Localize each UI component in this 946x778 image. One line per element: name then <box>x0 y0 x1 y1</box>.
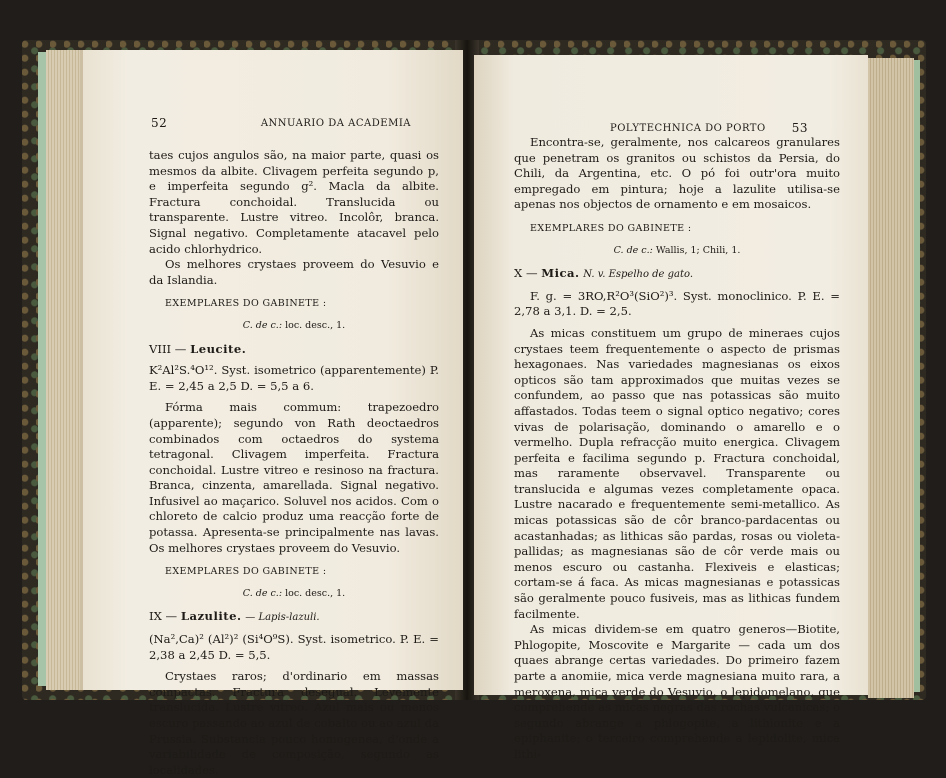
section-number: IX — <box>149 609 178 624</box>
paragraph: Os melhores crystaes proveem do Vesuvio e da Islandia. <box>149 257 439 287</box>
paragraph: As micas constituem um grupo de mineraes cujos crystaes teem frequentemente o aspecto de prismas hexagonaes. Nas variedades magnesianas os eixos opticos são tam approximados que muitas vezes se confundem, ao passo que nas potassicas são muito affastados. Todas teem o signal optico negativo; cores vivas de polarisação, dominando o amarello e o vermelho. Dupla refracção muito energica. Clivagem perfeita e facilima segundo p. Fractura conchoidal, mas raramente observavel. Transparente ou translucida e algumas vezes completamente opaca. Lustre nacarado e frequentemente semi-metallico. As micas potassicas são de côr branco-pardacentas ou acastanhadas; as lithicas são pardas, rosas ou violeta-pallidas; as magnesianas são de côr verde mais ou menos escuro ou castanha. Flexiveis e elasticas; cortam-se á faca. As micas magnesianas e potassicas são geralmente pouco fusiveis, mas as lithicas fundem facilmente. <box>514 325 840 621</box>
paragraph: Crystaes raros; d'ordinario em massas compactas. Fractura desegual. Levemente translucida. Lustre vitreo. Azul mais ou menos escuro passando ao azul de cobalto ou ao azul da Prussia. Substancia pouco homogenea, d'onde a variabilidade de composição, segundo as localidades. <box>149 669 439 777</box>
exemplares-heading: EXEMPLARES DO GABINETE : <box>530 222 692 234</box>
paragraph: Fórma mais commum: trapezoedro (apparente); segundo von Rath deoctaedros combinados com octaedros do systema tetragonal. Clivagem imperfeita. Fractura conchoidal. Lustre vitreo e resinoso na fractura. Branca, cinzenta, amarellada. Signal negativo. Infusivel ao maçarico. Soluvel nos acidos. Com o chloreto de calcio produz uma reacção forte de potassa. Apresenta-se principalmente nas lavas. Os melhores crystaes proveem do Vesuvio. <box>149 400 439 555</box>
right-page-body <box>514 135 840 763</box>
reference-label: C. de c.: <box>242 319 283 331</box>
section-number: X — <box>514 266 538 281</box>
specimen-reference <box>149 586 439 602</box>
section-heading-lazulite <box>149 609 439 626</box>
reference-text: loc. desc., 1. <box>285 319 346 331</box>
page-number-right: 53 <box>791 121 808 135</box>
exemplares-heading: EXEMPLARES DO GABINETE : <box>165 298 327 310</box>
left-page <box>80 50 463 777</box>
formula: (Na²,Ca)² (Al²)² (Si⁴O⁹S). Syst. isometrico. P. E. = 2,38 a 2,45 D. = 5,5. <box>149 632 439 662</box>
right-page <box>474 55 868 761</box>
specimen-reference <box>514 243 840 259</box>
reference-label: C. de c.: <box>242 587 283 599</box>
left-page-body <box>149 148 439 778</box>
section-alt-name: N. v. Espelho de gato. <box>583 269 694 281</box>
exemplares-heading: EXEMPLARES DO GABINETE : <box>165 566 327 578</box>
paragraph: As micas dividem-se em quatro generos—Biotite, Phlogopite, Moscovite e Margarite — cada um dos quaes abrange certas variedades. Do primeiro fazem parte a anomiie, mica verde magnesiana muito rara, a meroxena, mica verde do Vesuvio, o lepidomelano, que comprehende as micas negras das rochas vulcanicas; o segundo abrange a phlogopite, a lithionite e a epiphanite; o terceiro comprehende a lepidolite, mica lithi- <box>514 622 840 761</box>
right-endpaper <box>914 60 920 692</box>
left-page-edges <box>46 50 82 690</box>
page-number-left: 52 <box>151 116 168 130</box>
reference-text: Wallis, 1; Chili, 1. <box>655 244 741 256</box>
formula: F. g. = 3RO,R²O³(SiO²)³. Syst. monoclinico. P. E. = 2,78 a 3,1. D. = 2,5. <box>514 288 840 319</box>
specimen-reference <box>149 318 439 334</box>
reference-label: C. de c.: <box>613 244 653 256</box>
formula: K²Al²S.⁴O¹². Syst. isometrico (apparentemente) P. E. = 2,45 a 2,5 D. = 5,5 a 6. <box>149 363 439 393</box>
paragraph: Encontra-se, geralmente, nos calcareos granulares que penetram os granitos ou schistos da Persia, do Chili, da Argentina, etc. O pó foi outr'ora muito empregado em pintura; hoje a lazulite utilisa-se apenas nos objectos de ornamento e em mosaicos. <box>514 135 840 212</box>
section-title: Leucite. <box>190 341 247 356</box>
running-head-left: ANNUARIO DA ACADEMIA <box>260 118 411 129</box>
paragraph: taes cujos angulos são, na maior parte, quasi os mesmos da albite. Clivagem perfeita segundo p, e imperfeita segundo g². Macla da albite. Fractura conchoidal. Translucida ou transparente. Lustre vitreo. Incolôr, branca. Signal negativo. Completamente atacavel pelo acido chlorhydrico. <box>149 148 439 256</box>
section-title: Mica. <box>541 266 580 281</box>
left-page-header <box>151 116 411 132</box>
section-heading-mica <box>514 266 840 283</box>
section-number: VIII — <box>149 341 187 356</box>
section-title: Lazulite. <box>180 609 242 624</box>
running-head-right: POLYTECHNICA DO PORTO <box>610 123 766 134</box>
right-page-edges <box>868 58 914 698</box>
section-alt-name: — Lapis-lazuli. <box>245 612 320 624</box>
section-heading-leucite <box>149 342 439 358</box>
reference-text: loc. desc., 1. <box>285 587 346 599</box>
